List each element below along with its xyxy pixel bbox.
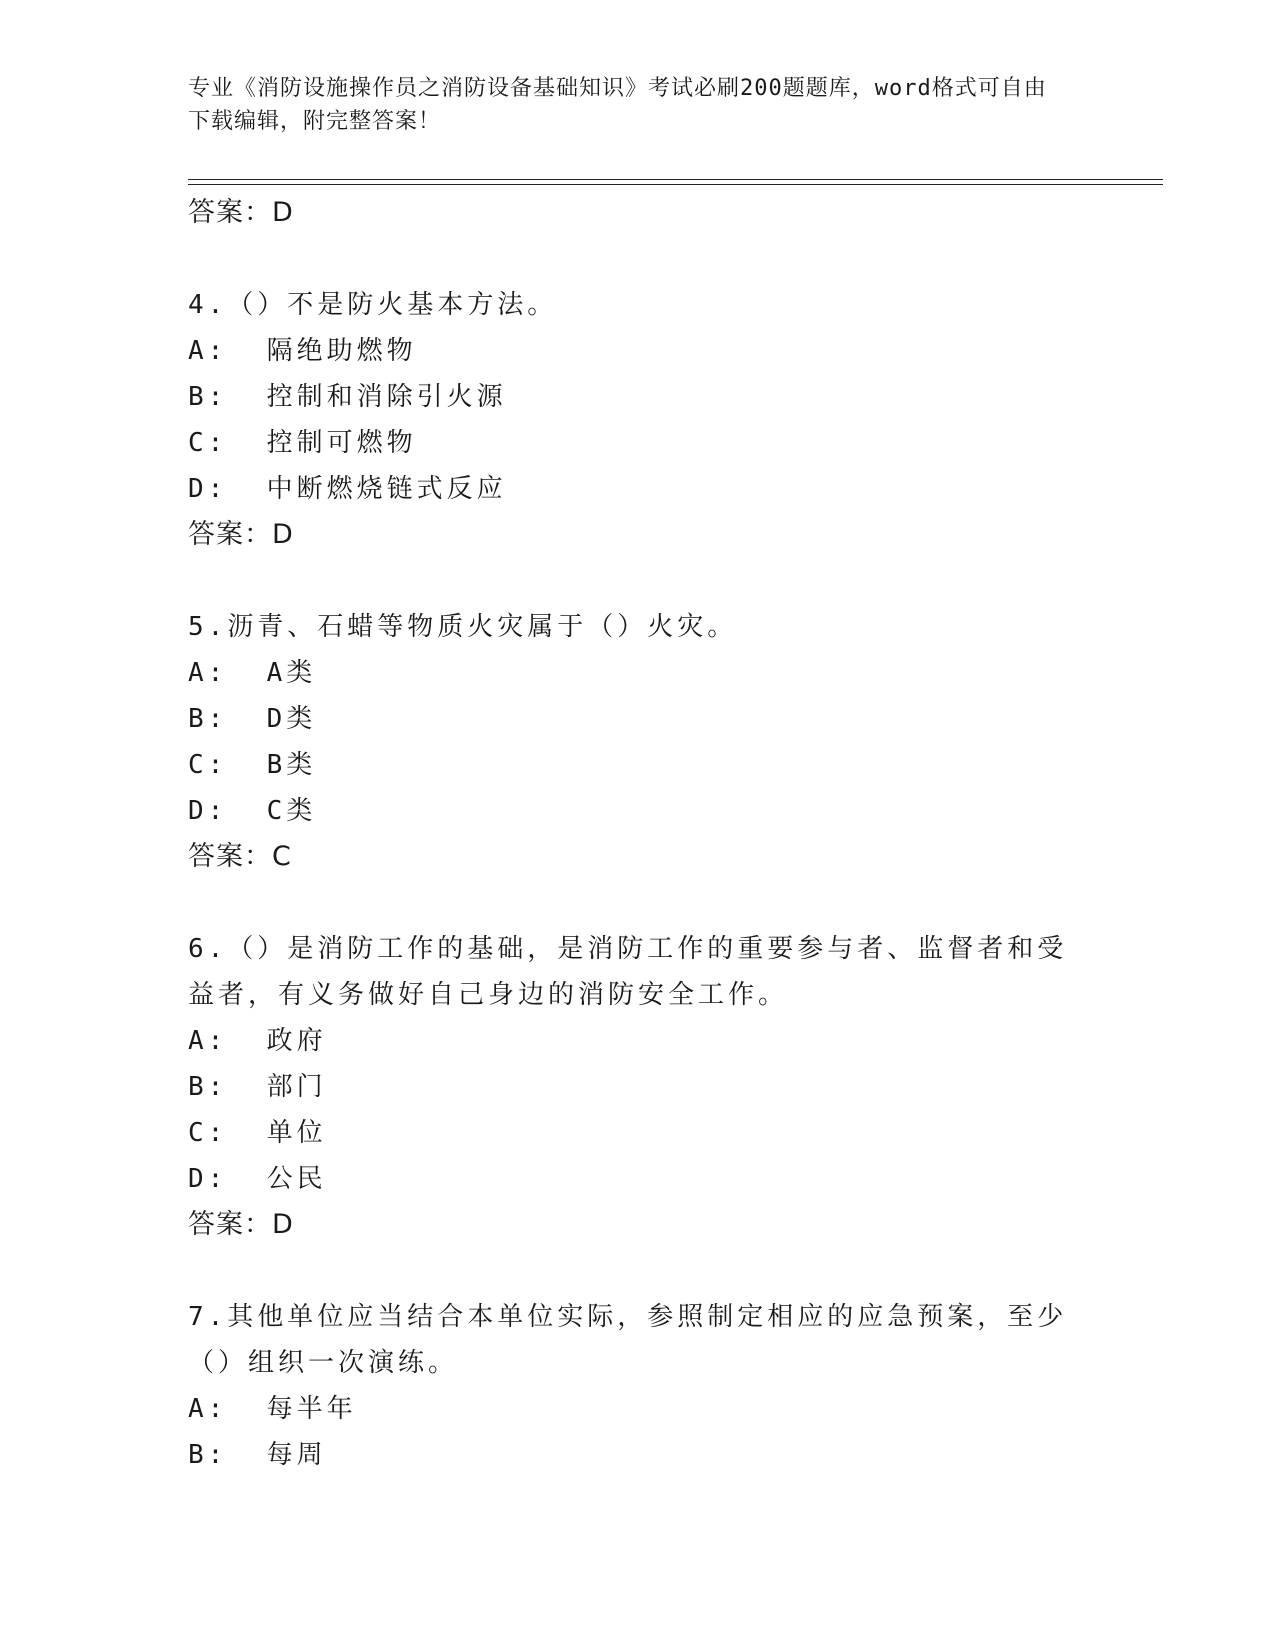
question-block (188, 926, 1068, 1248)
document-header: 专业《消防设施操作员之消防设备基础知识》考试必刷200题题库，word格式可自由下载编辑，附完整答案！ (188, 76, 1047, 134)
question-text: 4.（）不是防火基本方法。 (188, 290, 558, 320)
question-text: 7.其他单位应当结合本单位实际，参照制定相应的应急预案，至少（）组织一次演练。 (188, 1302, 1068, 1378)
spacer (188, 880, 1068, 926)
option-a: A: 隔绝助燃物 (188, 336, 417, 366)
spacer (188, 236, 1068, 282)
question-block (188, 604, 1068, 880)
spacer (188, 1248, 1068, 1294)
option-b: B: D类 (188, 704, 317, 734)
question-text: 6.（）是消防工作的基础，是消防工作的重要参与者、监督者和受益者，有义务做好自己身边的消防安全工作。 (188, 934, 1068, 1010)
option-d: D: 中断燃烧链式反应 (188, 474, 507, 504)
answer-line: 答案：D (188, 197, 294, 228)
question-list (188, 190, 1068, 1478)
option-b: B: 部门 (188, 1072, 327, 1102)
option-c: C: 单位 (188, 1118, 327, 1148)
option-a: A: 每半年 (188, 1394, 357, 1424)
option-d: D: 公民 (188, 1164, 327, 1194)
answer-line: 答案：D (188, 1209, 294, 1240)
option-b: B: 控制和消除引火源 (188, 382, 507, 412)
answer-line: 答案：D (188, 519, 294, 550)
answer-line: 答案：C (188, 841, 292, 872)
option-b: B: 每周 (188, 1440, 327, 1470)
option-c: C: B类 (188, 750, 317, 780)
question-block (188, 1294, 1068, 1478)
question-text: 5.沥青、石蜡等物质火灾属于（）火灾。 (188, 612, 738, 642)
header-divider-top (188, 179, 1163, 180)
option-a: A: 政府 (188, 1026, 327, 1056)
spacer (188, 558, 1068, 604)
option-a: A: A类 (188, 658, 317, 688)
option-c: C: 控制可燃物 (188, 428, 417, 458)
question-block (188, 282, 1068, 558)
header-divider-bottom (188, 184, 1163, 185)
option-d: D: C类 (188, 796, 317, 826)
